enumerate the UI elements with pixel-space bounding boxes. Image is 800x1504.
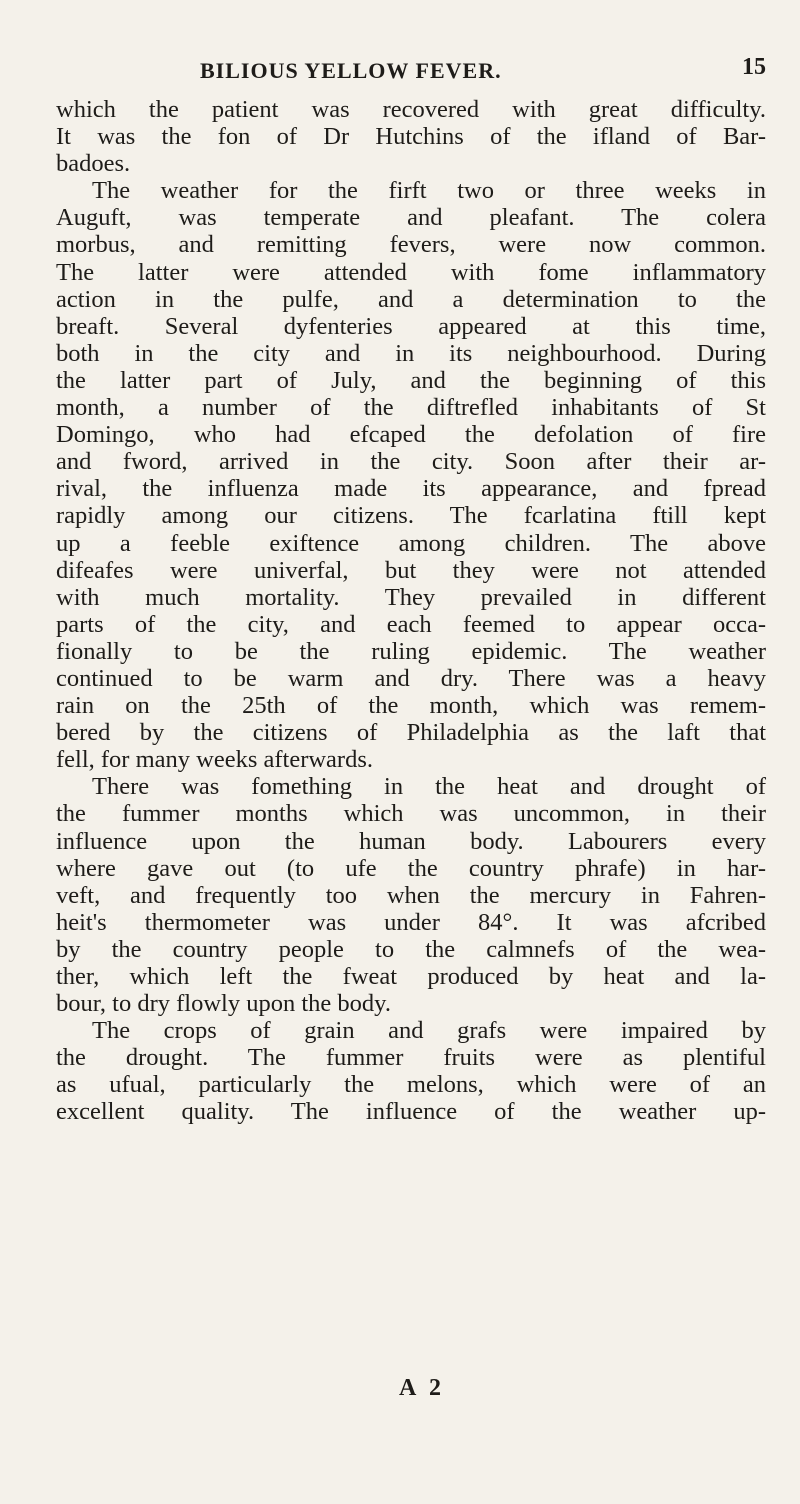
text-line: breaft. Several dyfenteries appeared at this time, <box>56 312 766 340</box>
text-line: which the patient was recovered with great difficulty. <box>56 96 766 123</box>
text-line: bour, to dry flowly upon the body. <box>56 990 391 1018</box>
text-line: with much mortality. They prevailed in different <box>56 583 766 611</box>
text-line: continued to be warm and dry. There was a heavy <box>56 664 766 692</box>
text-line: the fummer months which was uncommon, in their <box>56 800 766 828</box>
text-line: The crops of grain and grafs were impaired by <box>92 1017 766 1045</box>
text-line: Auguft, was temperate and pleafant. The colera <box>56 204 766 232</box>
running-title: BILIOUS YELLOW FEVER. <box>200 58 502 83</box>
text-line: rival, the influenza made its appearance, and fpread <box>56 475 766 503</box>
text-line: fionally to be the ruling epidemic. The weather <box>56 637 766 665</box>
text-line: up a feeble exiftence among children. The above <box>56 529 766 557</box>
text-line: fell, for many weeks afterwards. <box>56 746 374 774</box>
body-text <box>56 96 766 1126</box>
signature-mark: A 2 <box>399 1375 446 1401</box>
text-line: the latter part of July, and the beginning of this <box>56 366 766 394</box>
text-line: It was the fon of Dr Hutchins of the ifland of Bar- <box>56 123 766 151</box>
text-line: influence upon the human body. Labourers every <box>56 827 766 855</box>
text-line: There was fomething in the heat and drought of <box>92 773 766 801</box>
text-line: The weather for the firft two or three weeks in <box>92 177 766 205</box>
text-line: morbus, and remitting fevers, were now common. <box>56 231 766 259</box>
text-line: veft, and frequently too when the mercury in Fahren- <box>56 881 766 909</box>
text-line: month, a number of the diftrefled inhabitants of St <box>56 394 766 422</box>
page-number: 15 <box>742 54 766 80</box>
text-line: the drought. The fummer fruits were as plentiful <box>56 1044 766 1072</box>
text-line: Domingo, who had efcaped the defolation of fire <box>56 421 766 449</box>
text-line: where gave out (to ufe the country phrafe) in har- <box>56 854 766 882</box>
text-line: difeafes were univerfal, but they were not attended <box>56 556 766 584</box>
text-line: action in the pulfe, and a determination to the <box>56 285 766 313</box>
text-line: badoes. <box>56 150 131 178</box>
text-line: parts of the city, and each feemed to appear occa- <box>56 610 766 638</box>
text-line: rapidly among our citizens. The fcarlatina ftill kept <box>56 502 766 530</box>
text-line: heit's thermometer was under 84°. It was afcribed <box>56 908 766 936</box>
text-line: rain on the 25th of the month, which was remem- <box>56 692 766 720</box>
text-line: as ufual, particularly the melons, which were of an <box>56 1071 766 1099</box>
text-line: bered by the citizens of Philadelphia as the laft that <box>56 719 766 747</box>
text-line: by the country people to the calmnefs of the wea- <box>56 935 766 963</box>
text-line: excellent quality. The influence of the weather up- <box>56 1098 766 1126</box>
text-line: and fword, arrived in the city. Soon after their ar- <box>56 448 766 476</box>
text-line: both in the city and in its neighbourhood. During <box>56 339 766 367</box>
text-line: ther, which left the fweat produced by heat and la- <box>56 963 766 990</box>
text-line: The latter were attended with fome inflammatory <box>56 258 766 286</box>
